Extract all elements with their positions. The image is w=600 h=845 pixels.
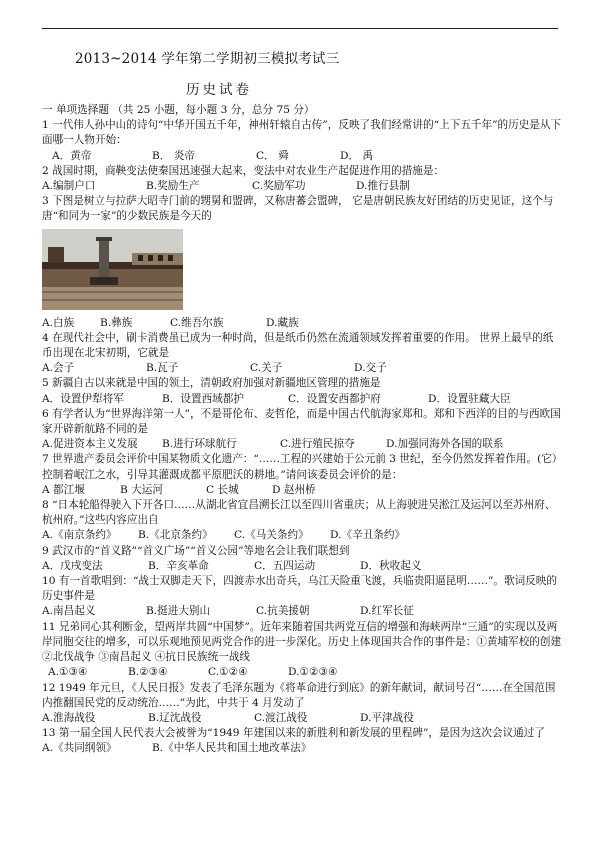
question-13 [42,726,562,756]
options [42,528,562,543]
option: D.交子 [354,362,387,375]
question-text: 6 有学者认为“世界海洋第一人”，不是哥伦布、麦哲伦，而是中国古代航海家郑和。郑和下西洋的目的与西欧国家开辟新航路不同的是 [42,407,561,436]
option: A．设置伊犁将军 [42,392,124,405]
option: D.加强同海外各国的联系 [386,438,504,451]
option: B．设置西域都护 [162,392,244,405]
question-2 [42,164,562,194]
option: B.挺进大别山 [146,605,211,618]
options [42,437,562,452]
option: C.关子 [250,362,283,375]
option: B.《北京条约》 [138,529,213,542]
options [42,711,562,726]
option: A.会子 [42,362,75,375]
option: A.南昌起义 [42,605,96,618]
option: B．辛亥革命 [148,559,209,572]
question-11 [42,620,562,681]
question-8 [42,498,562,544]
option: B.《中华人民共和国土地改革法》 [152,742,312,755]
option: D.平津战役 [360,711,414,724]
tang-tibet-stele-image [42,229,183,310]
question-list [42,103,562,757]
options [42,604,562,619]
stele-photo [42,229,183,310]
option: C.奖励军功 [252,180,306,193]
question-text: 10 有一首歌唱到：“战士双脚走天下，四渡赤水出奇兵，乌江天险重飞渡，兵临贵阳逼昆明……”。歌词反映的历史事件是 [42,575,557,603]
question-text: 1 一代伟人孙中山的诗句“中华开国五千年，神州轩辕自古传”，反映了我们经常讲的“上下五千年”的历史是从下面哪一人物开始： [42,119,562,147]
options [42,483,562,498]
option: B.辽沈战役 [148,711,202,724]
option: C．设置安西都护府 [288,392,381,405]
question-text: 5 新疆自古以来就是中国的领土，清朝政府加强对新疆地区管理的措施是 [42,377,381,390]
option: A.《共同纲领》 [42,742,117,755]
question-text: 3 下图是树立与拉萨大昭寺门前的甥舅和盟碑，又称唐蕃会盟碑， 它是唐朝民族友好团结的历史见证，这个与唐“和同为一家”的少数民族是今天的 [42,195,554,223]
option: B.瓦子 [146,362,179,375]
option: B． 炎帝 [152,149,195,162]
question-4 [42,331,562,377]
option: B 大运河 [120,483,163,496]
option: D.藏族 [266,316,299,329]
question-9 [42,544,562,574]
option: A.①③④ [48,666,88,679]
question-text: 11 兄弟同心其利断金，望两岸共圆“中国梦”。近年来随着国共两党互信的增强和海峡两岸“三通”的实现以及两岸同胞交往的增多，可以乐观地预见两党合作的进一步深化。历史上体现国共合作的事件是：①黄埔军校的创建 ②北伐战争 ③南昌起义 ④抗日民族统一战线 [42,620,562,664]
options [42,316,562,331]
options [42,149,562,164]
section-header: 一 单项选择题 （共 25 小题，每小题 3 分，总分 75 分） [42,104,315,116]
question-text: 7 世界遗产委员会评价中国某物质文化遗产：“……工程的兴建始于公元前 3 世纪，至今仍然发挥着作用。(它）控制着岷江之水，引导其灌溉成都平原肥沃的耕地。”请问该委员会评价的是： [42,453,558,481]
question-text: 4 在现代社会中，刷卡消费虽已成为一种时尚，但是纸币仍然在流通领域发挥着重要的作用。 世界上最早的纸币出现在北宋初期，它就是 [42,331,554,360]
option: A．黄帝 [52,149,92,162]
exam-title: 2013~2014 学年第二学期初三模拟考试三 [75,51,340,67]
option: D． 禹 [340,149,374,162]
option: C.维吾尔族 [170,316,224,329]
option: B.奖励生产 [146,180,200,193]
question-12 [42,681,562,727]
question-7 [42,452,562,498]
option: C．五四运动 [254,559,316,572]
option: A.淮海战役 [42,711,96,724]
option: A.编制户口 [42,180,96,193]
question-6 [42,407,562,453]
options [42,179,562,194]
option: B.进行环球航行 [162,438,237,451]
question-1 [42,118,562,164]
question-text: 12 1949 年元旦，《人民日报》发表了毛泽东题为《将革命进行到底》的新年献词，献词号召“……在全国范围内推翻国民党的反动统治……”为此，中共于 4 月发动了 [42,681,556,709]
option: D.《辛丑条约》 [330,529,406,542]
option: C 长城 [206,483,239,496]
question-text: 2 战国时期，商鞅变法使秦国迅速强大起来，变法中对农业生产起促进作用的措施是： [42,164,445,177]
option: A.白族 [42,316,75,329]
option: D.红军长征 [360,605,414,618]
option: C． 舜 [256,149,289,162]
option: D 赵州桥 [272,483,316,496]
option: D.推行县制 [356,180,410,193]
question-5 [42,376,562,406]
option: D.①②③④ [288,666,338,679]
options [42,665,562,680]
question-text: 9 武汉市的“首义路”“首义广场”“首义公园”等地名会让我们联想到 [42,544,350,557]
option: C.进行殖民掠夺 [280,438,355,451]
option: D．设置驻藏大臣 [428,392,511,405]
top-rule [42,28,558,29]
option: B.②③④ [128,666,168,679]
option: A.促进资本主义发展 [42,438,138,451]
option: A．戊戌变法 [42,559,103,572]
option: C.①②④ [208,666,248,679]
options [42,741,562,756]
option: C.抗美援朝 [256,605,310,618]
option: D．秋收起义 [360,559,422,572]
options [42,392,562,407]
options [42,361,562,376]
question-10 [42,574,562,620]
options [42,559,562,574]
option: C.渡江战役 [254,711,308,724]
question-text: 8 “日本轮船得驶入下开各口……从湖北省宜昌溯长江以至四川省重庆；从上海驶进吴淞江及运河以至苏州府、杭州府。”这些内容应出自 [42,499,556,527]
option: A.《南京条约》 [42,529,117,542]
exam-subtitle: 历史试卷 [186,82,252,98]
option: B.彝族 [100,316,133,329]
option: A 都江堰 [42,483,85,496]
question-3 [42,194,562,331]
question-text: 13 第一届全国人民代表大会被誉为“1949 年建国以来的新胜利和新发展的里程碑”，是因为这次会议通过了 [42,727,545,740]
option: C.《马关条约》 [234,529,309,542]
